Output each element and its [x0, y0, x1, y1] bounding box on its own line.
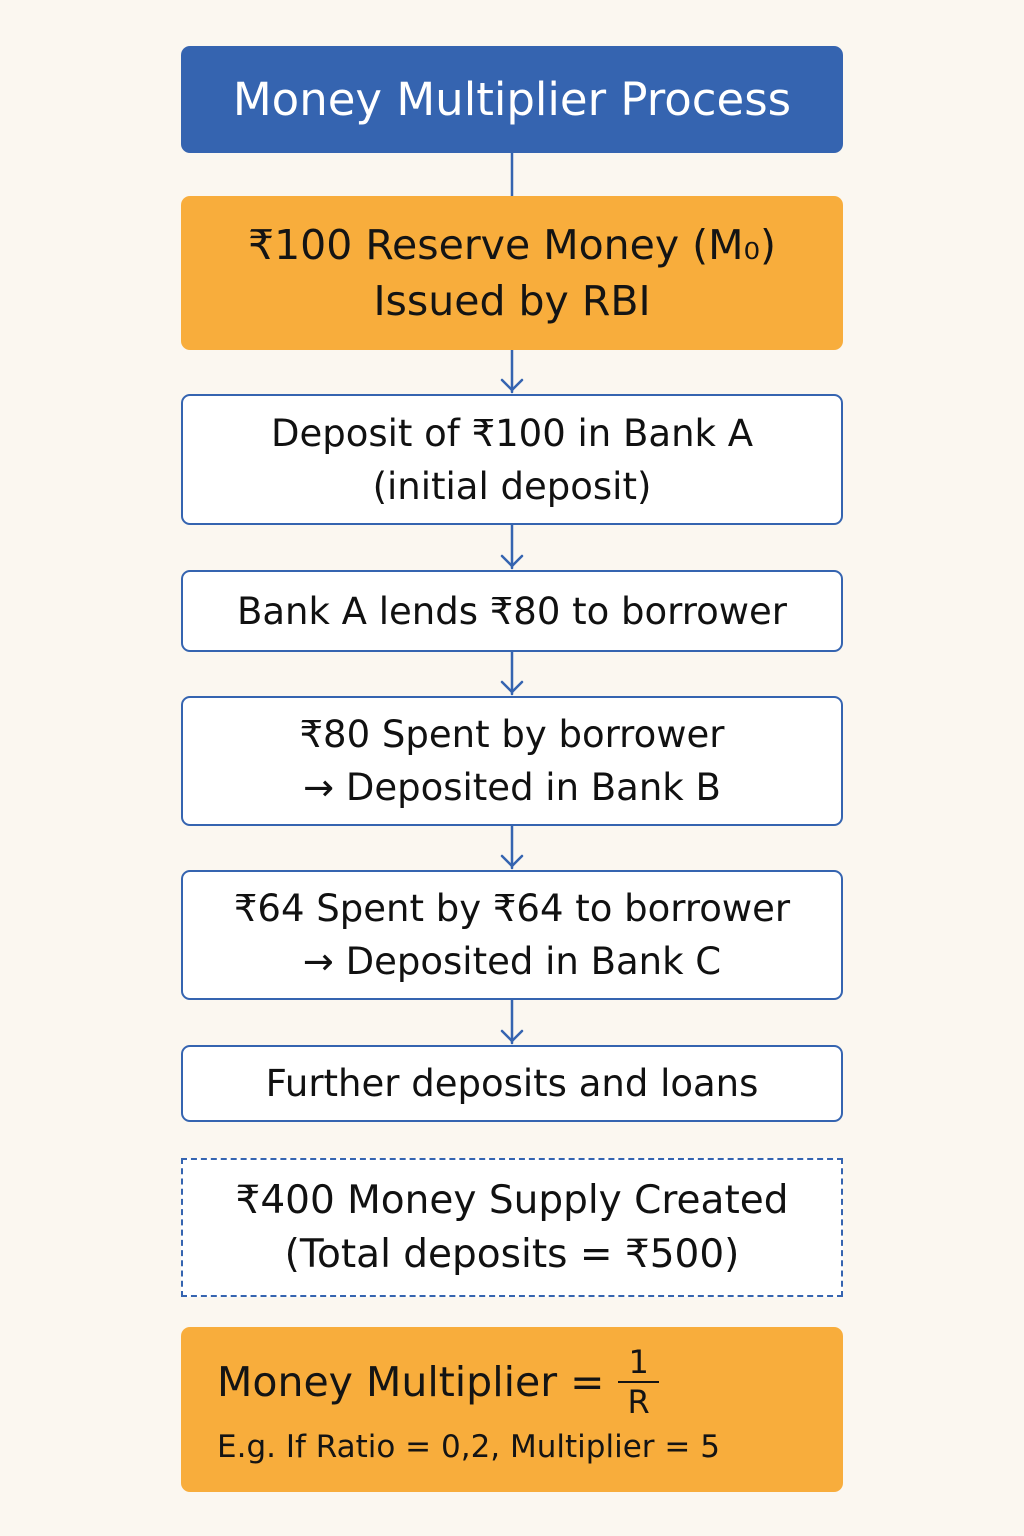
reserve-money-line1: ₹100 Reserve Money (M₀) [248, 221, 776, 269]
formula-example: E.g. If Ratio = 0,2, Multiplier = 5 [217, 1429, 720, 1465]
money-supply-result-box [181, 1158, 843, 1297]
spent-64-line2: → Deposited in Bank C [302, 940, 722, 983]
money-supply-line1: ₹400 Money Supply Created [235, 1177, 789, 1223]
spent-64-box [181, 870, 843, 1000]
diagram-title: Money Multiplier Process [232, 73, 792, 126]
reserve-money-box [181, 196, 843, 350]
spent-80-box [181, 696, 843, 826]
bank-a-lends-box [181, 570, 843, 652]
bank-a-lends-line1: Bank A lends ₹80 to borrower [236, 589, 788, 633]
initial-deposit-line2: (initial deposit) [372, 464, 652, 508]
formula-denominator: R [627, 1383, 650, 1421]
money-supply-line2: (Total deposits = ₹500) [284, 1231, 740, 1277]
initial-deposit-box [181, 394, 843, 525]
formula-numerator: 1 [618, 1345, 658, 1383]
reserve-money-line2: Issued by RBI [373, 277, 651, 325]
further-deposits-box [181, 1045, 843, 1122]
initial-deposit-line1: Deposit of ₹100 in Bank A [270, 411, 754, 455]
spent-80-line1: ₹80 Spent by borrower [299, 713, 725, 756]
spent-80-line2: → Deposited in Bank B [303, 766, 721, 809]
formula-fraction [618, 1345, 658, 1419]
multiplier-formula-box [181, 1327, 843, 1492]
formula-label: Money Multiplier = [217, 1358, 605, 1406]
further-deposits-line1: Further deposits and loans [265, 1062, 759, 1105]
formula-row [217, 1345, 659, 1419]
spent-64-line1: ₹64 Spent by ₹64 to borrower [233, 887, 791, 930]
diagram-title-box [181, 46, 843, 153]
